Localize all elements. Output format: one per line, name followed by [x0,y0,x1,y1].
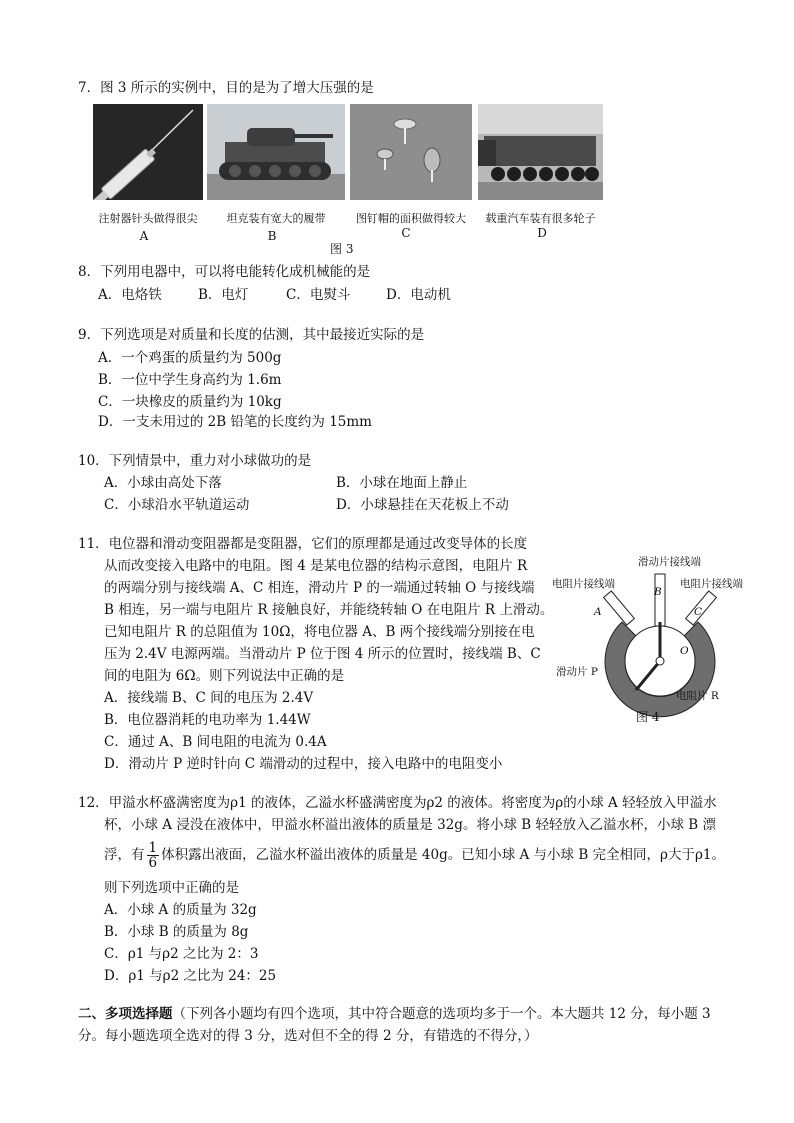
caption-b: 坦克装有宽大的履带 [226,212,326,225]
fraction-one-sixth [147,841,160,870]
q12-line-3 [104,838,725,872]
q9-stem: 9．下列选项是对质量和长度的估测，其中最接近实际的是 [78,327,425,343]
fig4-label-c: C [694,606,703,618]
caption-a: 注射器针头做得很尖 [98,212,198,225]
q8-option-b: B．电灯 [198,287,249,303]
letter-c: C [401,226,411,240]
q12-option-d: D．ρ1 与ρ2 之比为 24：25 [104,968,277,984]
q8-option-a: A．电烙铁 [98,287,162,303]
caption-d: 载重汽车装有很多轮子 [485,212,596,225]
q12-option-c: C．ρ1 与ρ2 之比为 2：3 [104,946,259,962]
figure-3-label: 图 3 [330,242,354,256]
truck-photo [478,104,603,200]
q11-line-6: 压为 2.4V 电源两端。当滑动片 P 位于图 4 所示的位置时，接线端 B、C [104,646,541,662]
fig4-label-a: A [594,606,602,618]
syringe-photo [93,104,203,200]
q11-option-a: A．接线端 B、C 间的电压为 2.4V [104,690,314,706]
fig4-label-o: O [680,645,689,657]
q10-stem: 10．下列情景中，重力对小球做功的是 [78,453,312,469]
fig4-label-b: B [654,586,662,598]
q8-stem: 8．下列用电器中，可以将电能转化成机械能的是 [78,264,371,280]
thumbtack-photo [350,104,472,200]
letter-d: D [537,226,547,240]
q12-line-3-pre: 浮，有 [104,847,145,863]
q10-option-d: D．小球悬挂在天花板上不动 [336,497,509,513]
q8-option-d: D．电动机 [386,287,451,303]
q12-line-2: 杯，小球 A 浸没在液体中，甲溢水杯溢出液体的质量是 32g。将小球 B 轻轻放入乙溢水杯，小球 B 漂 [104,817,716,833]
section-2-title: 二、多项选择题 [78,1006,173,1022]
q9-option-c: C．一块橡皮的质量约为 10kg [98,394,282,410]
q11-option-d: D．滑动片 P 逆时针向 C 端滑动的过程中，接入电路中的电阻变小 [104,756,503,772]
figure-4-label: 图 4 [636,710,660,724]
q12-option-b: B．小球 B 的质量为 8g [104,924,249,940]
fig4-label-slider: 滑动片 P [556,666,598,678]
q11-line-2: 从而改变接入电路中的电阻。图 4 是某电位器的结构示意图，电阻片 R [104,558,528,574]
fig4-label-slider-terminal: 滑动片接线端 [638,556,701,568]
q9-option-d: D．一支未用过的 2B 铅笔的长度约为 15mm [98,414,372,430]
letter-b: B [267,229,277,243]
q11-line-3: 的两端分别与接线端 A、C 相连，滑动片 P 的一端通过转轴 O 与接线端 [104,580,535,596]
q11-line-4: B 相连，另一端与电阻片 R 接触良好，并能绕转轴 O 在电阻片 R 上滑动。 [104,602,554,618]
q11-option-c: C．通过 A、B 间电阻的电流为 0.4A [104,734,327,750]
q12-option-a: A．小球 A 的质量为 32g [104,902,257,918]
section-2-line-1 [78,1004,711,1024]
q10-option-b: B．小球在地面上静止 [336,475,468,491]
fig4-label-resistor-terminal-right: 电阻片接线端 [680,578,743,590]
q11-line-7: 间的电阻为 6Ω。则下列说法中正确的是 [104,668,345,684]
q12-line-4: 则下列选项中正确的是 [104,880,239,896]
caption-c: 图钉帽的面积做得较大 [356,212,466,225]
q11-line-1: 11．电位器和滑动变阻器都是变阻器，它们的原理都是通过改变导体的长度 [78,536,528,552]
q7-stem: 7．图 3 所示的实例中，目的是为了增大压强的是 [78,80,374,96]
section-2-note-1: （下列各小题均有四个选项，其中符合题意的选项均多于一个。本大题共 12 分，每小题 3 [172,1006,711,1022]
letter-a: A [139,229,149,243]
fig4-label-resistor-terminal-left: 电阻片接线端 [552,578,615,590]
q9-option-b: B．一位中学生身高约为 1.6m [98,372,282,388]
q10-option-a: A．小球由高处下落 [104,475,222,491]
q11-line-5: 已知电阻片 R 的总阻值为 10Ω，将电位器 A、B 两个接线端分别接在电 [104,624,535,640]
fraction-denominator: 6 [148,855,158,871]
section-2-line-2: 分。每小题选项全选对的得 3 分，选对但不全的得 2 分，有错选的不得分，） [78,1028,538,1044]
fraction-numerator: 1 [148,840,158,856]
fig4-label-resistor: 电阻片 R [676,690,719,702]
q12-line-3-post: 体积露出液面，乙溢水杯溢出液体的质量是 40g。已知小球 A 与小球 B 完全相同，ρ大于ρ1。 [161,847,726,863]
q10-option-c: C．小球沿水平轨道运动 [104,497,250,513]
q8-option-c: C．电熨斗 [286,287,351,303]
q11-option-b: B．电位器消耗的电功率为 1.44W [104,712,311,728]
tank-photo [207,104,345,200]
q12-line-1: 12．甲溢水杯盛满密度为ρ1 的液体，乙溢水杯盛满密度为ρ2 的液体。将密度为ρ的小球 A 轻轻放入甲溢水 [78,795,717,811]
q9-option-a: A．一个鸡蛋的质量约为 500g [98,350,282,366]
